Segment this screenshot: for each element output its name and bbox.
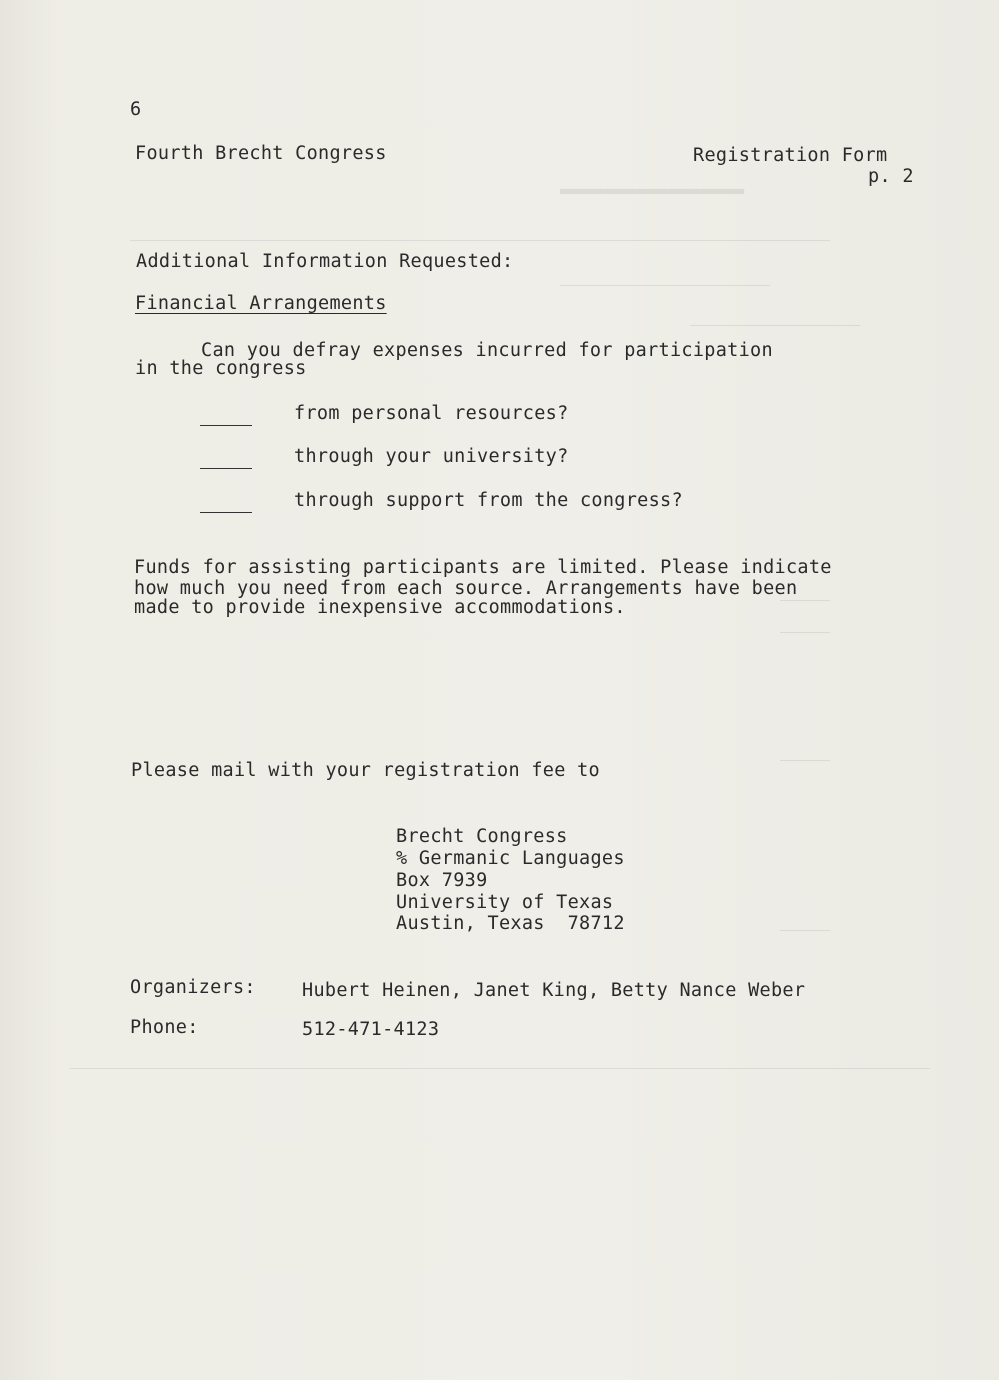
- funds-note-line-1: Funds for assisting participants are limited. Please indicate: [134, 557, 832, 578]
- funds-note-line-3: made to provide inexpensive accommodations.: [134, 597, 626, 618]
- address-line: University of Texas: [396, 892, 614, 913]
- bleed-through-rule: [130, 240, 830, 241]
- bleed-through-rule: [70, 1068, 930, 1069]
- option-congress-support: through support from the congress?: [294, 490, 683, 511]
- page-label: p. 2: [868, 166, 914, 187]
- phone-value: 512-471-4123: [302, 1019, 440, 1040]
- option-blank-university[interactable]: [200, 468, 252, 469]
- funds-note-line-2: how much you need from each source. Arrangements have been: [134, 578, 798, 599]
- option-blank-congress[interactable]: [200, 512, 252, 513]
- section-heading: Additional Information Requested:: [136, 251, 514, 272]
- phone-label: Phone:: [130, 1017, 199, 1038]
- bleed-through-rule: [560, 285, 770, 286]
- bleed-through-rule: [780, 600, 830, 601]
- mail-instruction: Please mail with your registration fee to: [131, 760, 600, 781]
- question-line-1: Can you defray expenses incurred for participation: [201, 340, 773, 361]
- document-title: Fourth Brecht Congress: [135, 143, 387, 164]
- address-line: % Germanic Languages: [396, 848, 625, 869]
- organizers-label: Organizers:: [130, 977, 256, 998]
- address-line: Box 7939: [396, 870, 488, 891]
- subsection-heading: Financial Arrangements: [135, 293, 387, 314]
- form-title: Registration Form: [693, 145, 888, 166]
- option-university: through your university?: [294, 446, 569, 467]
- address-line: Austin, Texas 78712: [396, 913, 625, 934]
- bleed-through: ▬▬▬▬▬▬▬▬▬▬▬▬▬▬▬▬▬: [560, 180, 745, 201]
- organizers-value: Hubert Heinen, Janet King, Betty Nance Weber: [302, 980, 806, 1001]
- question-line-2: in the congress: [135, 358, 307, 379]
- bleed-through-rule: [780, 632, 830, 633]
- page-number: 6: [130, 99, 142, 120]
- option-personal-resources: from personal resources?: [294, 403, 569, 424]
- bleed-through-rule: [690, 325, 860, 326]
- address-line: Brecht Congress: [396, 826, 568, 847]
- bleed-through-rule: [780, 760, 830, 761]
- option-blank-personal[interactable]: [200, 425, 252, 426]
- bleed-through-rule: [780, 930, 830, 931]
